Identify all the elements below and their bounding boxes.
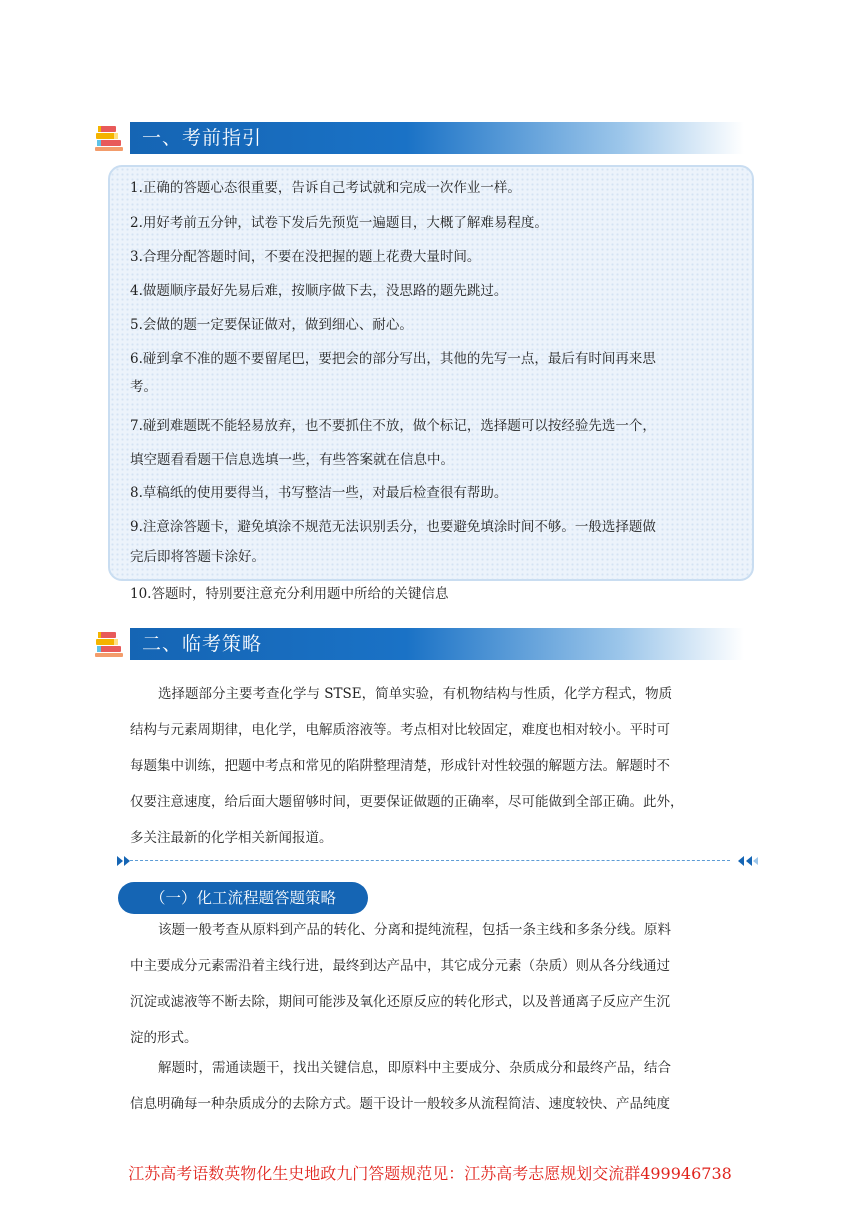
guide-item: 10.答题时，特别要注意充分利用题中所给的关键信息 <box>130 586 449 602</box>
guide-item: 5.会做的题一定要保证做对，做到细心、耐心。 <box>130 317 413 333</box>
text-line: 沉淀或滤液等不断去除，期间可能涉及氧化还原反应的转化形式，以及普通离子反应产生沉 <box>130 994 670 1010</box>
double-chevron-right-icon <box>116 853 134 869</box>
guide-item: 8.草稿纸的使用要得当，书写整洁一些，对最后检查很有帮助。 <box>130 485 508 501</box>
guide-item: 完后即将答题卡涂好。 <box>130 549 265 565</box>
section-title: 一、考前指引 <box>142 127 263 149</box>
text-line: 该题一般考查从原料到产品的转化、分离和提纯流程，包括一条主线和多条分线。原料 <box>158 922 671 938</box>
section-header-2 <box>94 628 744 660</box>
text-line: 解题时，需通读题干，找出关键信息，即原料中主要成分、杂质成分和最终产品，结合 <box>158 1060 671 1076</box>
guide-item: 1.正确的答题心态很重要，告诉自己考试就和完成一次作业一样。 <box>130 180 521 196</box>
text-line: 每题集中训练，把题中考点和常见的陷阱整理清楚，形成针对性较强的解题方法。解题时不 <box>130 758 670 774</box>
text-line: 淀的形式。 <box>130 1030 198 1046</box>
guide-item: 3.合理分配答题时间，不要在没把握的题上花费大量时间。 <box>130 249 481 265</box>
guide-item: 6.碰到拿不准的题不要留尾巴，要把会的部分写出，其他的先写一点，最后有时间再来思 <box>130 351 656 367</box>
text-line: 中主要成分元素需沿着主线行进，最终到达产品中，其它成分元素（杂质）则从各分线通过 <box>130 958 670 974</box>
text-line: 多关注最新的化学相关新闻报道。 <box>130 830 333 846</box>
books-icon <box>94 630 126 658</box>
subsection-title-pill: （一）化工流程题答题策略 <box>118 882 368 914</box>
dashed-line <box>130 860 730 861</box>
guide-item: 考。 <box>130 379 157 395</box>
section-title: 二、临考策略 <box>142 633 263 655</box>
text-line: 信息明确每一种杂质成分的去除方式。题干设计一般较多从流程简洁、速度较快、产品纯度 <box>130 1096 670 1112</box>
guide-item: 9.注意涂答题卡，避免填涂不规范无法识别丢分，也要避免填涂时间不够。一般选择题做 <box>130 519 656 535</box>
text-line: 选择题部分主要考查化学与 STSE，简单实验，有机物结构与性质，化学方程式，物质 <box>158 686 673 702</box>
text-line: 仅要注意速度，给后面大题留够时间，更要保证做题的正确率，尽可能做到全部正确。此外， <box>130 794 684 810</box>
books-icon <box>94 124 126 152</box>
guide-item: 填空题看看题干信息选填一些，有些答案就在信息中。 <box>130 452 454 468</box>
footer-note: 江苏高考语数英物化生史地政九门答题规范见：江苏高考志愿规划交流群499946738 <box>128 1164 732 1183</box>
guide-item: 4.做题顺序最好先易后难，按顺序做下去，没思路的题先跳过。 <box>130 283 508 299</box>
guide-item: 2.用好考前五分钟，试卷下发后先预览一遍题目，大概了解难易程度。 <box>130 215 548 231</box>
text-line: 结构与元素周期律，电化学，电解质溶液等。考点相对比较固定，难度也相对较小。平时可 <box>130 722 670 738</box>
section-header-1 <box>94 122 744 154</box>
guide-item: 7.碰到难题既不能轻易放弃，也不要抓住不放，做个标记，选择题可以按经验先选一个， <box>130 418 656 434</box>
dashed-divider <box>100 853 760 869</box>
double-chevron-left-icon <box>730 853 758 869</box>
